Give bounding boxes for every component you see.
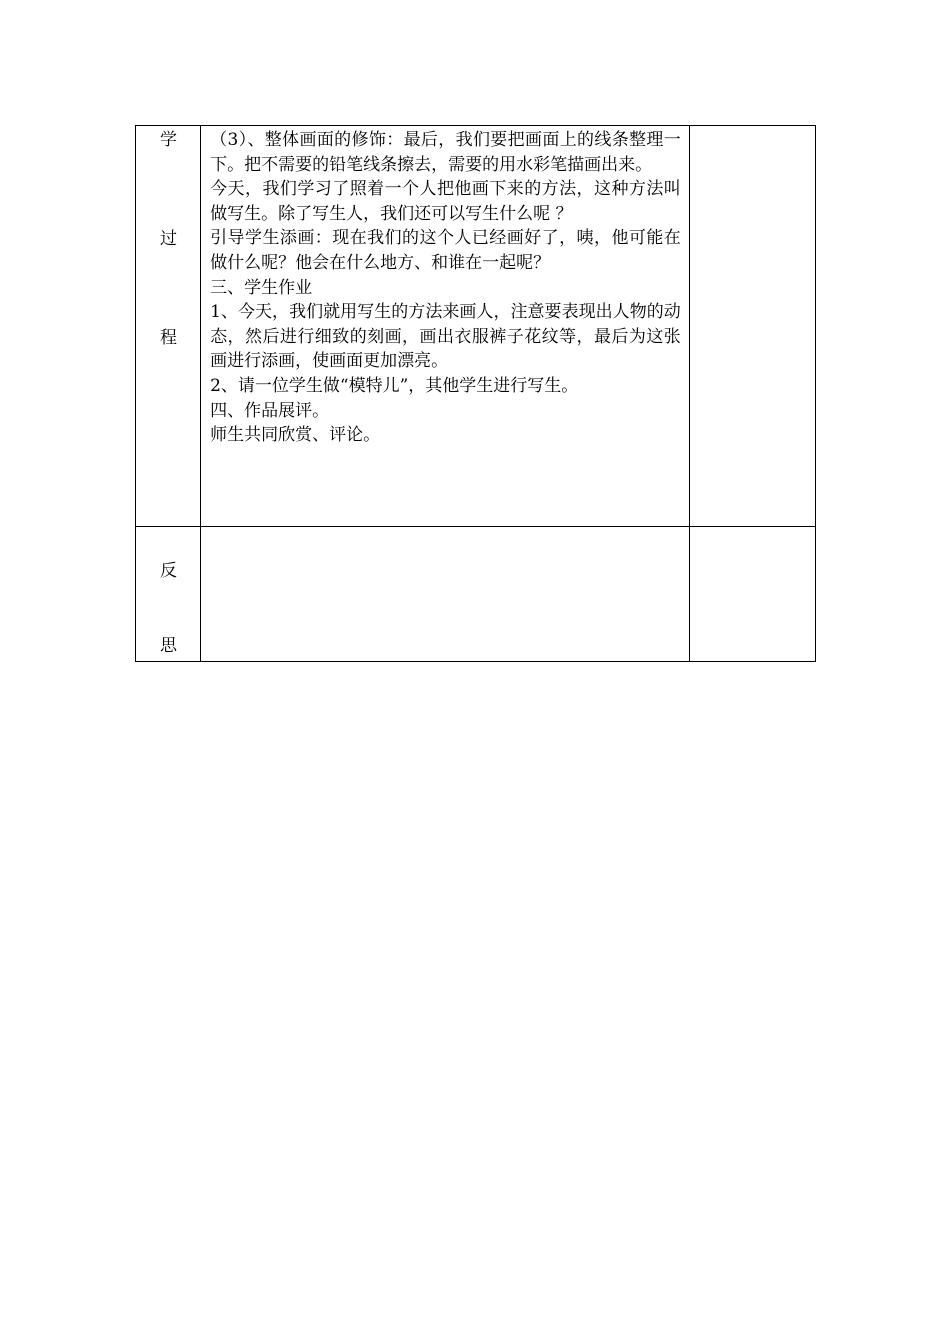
reflection-row <box>136 527 816 662</box>
process-label-cell <box>136 126 201 527</box>
process-label-char: 过 <box>160 229 177 249</box>
process-row <box>136 126 816 527</box>
process-paragraph: 四、作品展评。 <box>210 400 330 421</box>
process-paragraph: 1、今天，我们就用写生的方法来画人，注意要表现出人物的动态，然后进行细致的刻画，画出衣服裤子花纹等，最后为这张画进行添画，使画面更加漂亮。 <box>210 302 681 372</box>
reflection-label-cell <box>136 527 201 662</box>
process-paragraph: 引导学生添画：现在我们的这个人已经画好了，咦，他可能在做什么呢？他会在什么地方、和谁在一起呢？ <box>210 228 681 273</box>
reflection-label-char: 思 <box>160 636 177 656</box>
lesson-plan-table <box>135 125 816 662</box>
process-paragraph: 师生共同欣赏、评论。 <box>210 425 381 446</box>
process-paragraph: （3）、整体画面的修饰：最后，我们要把画面上的线条整理一下。把不需要的铅笔线条擦去，需要的用水彩笔描画出来。 <box>210 130 681 175</box>
process-label-char: 程 <box>160 328 177 348</box>
process-label-char: 学 <box>160 130 177 150</box>
process-paragraph: 今天，我们学习了照着一个人把他画下来的方法，这种方法叫做写生。除了写生人，我们还可以写生什么呢 ？ <box>210 179 681 224</box>
process-paragraph: 三、学生作业 <box>210 277 313 298</box>
process-note-cell <box>689 126 815 527</box>
process-paragraph: 2、请一位学生做“模特儿”，其他学生进行写生。 <box>210 375 579 396</box>
reflection-label-char: 反 <box>160 561 177 581</box>
reflection-note-cell <box>689 527 815 662</box>
reflection-content-cell <box>201 527 690 662</box>
process-content-cell <box>201 126 690 527</box>
